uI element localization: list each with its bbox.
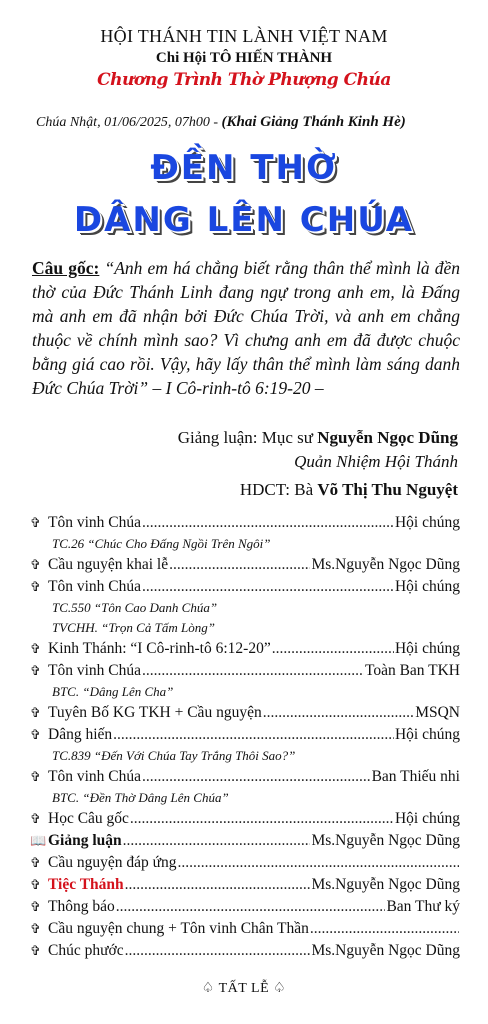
program-item <box>30 808 460 830</box>
program-item-name: Tôn vinh Chúa <box>48 662 141 679</box>
program-item-performer: Ms.Nguyễn Ngọc Dũng <box>311 556 460 573</box>
program-item-performer: Hội chúng <box>394 514 460 531</box>
dot-leader <box>310 918 459 940</box>
org-name: HỘI THÁNH TIN LÀNH VIỆT NAM <box>100 26 388 46</box>
cross-icon: ✞ <box>30 921 41 936</box>
program-item <box>30 766 460 788</box>
cross-icon: ✞ <box>30 705 41 720</box>
program-item <box>30 638 460 660</box>
program-item-name: Dâng hiến <box>48 726 113 743</box>
hdct-label: HDCT: Bà <box>239 480 318 499</box>
sermon-title-line2: DÂNG LÊN CHÚA <box>73 200 415 240</box>
program-item-name: Kinh Thánh: “I Cô-rinh-tô 6:12-20” <box>48 640 271 657</box>
program-item-performer: Ms.Nguyễn Ngọc Dũng <box>311 942 460 959</box>
cross-icon: ✞ <box>30 811 41 826</box>
dot-leader <box>142 660 364 682</box>
dot-leader <box>116 896 386 918</box>
cross-icon: ✞ <box>30 899 41 914</box>
program-item-song: BTC. “Dâng Lên Cha” <box>52 684 174 699</box>
dot-leader <box>142 512 394 534</box>
program-item-name: Tôn vinh Chúa <box>48 514 141 531</box>
cross-icon: ✞ <box>30 943 41 958</box>
program-item <box>30 940 460 962</box>
cross-icon: ✞ <box>30 727 41 742</box>
program-item <box>30 852 460 874</box>
dot-leader <box>263 702 415 724</box>
program-item <box>30 660 460 682</box>
program-item-performer: Hội chúng <box>394 640 460 657</box>
ending-line <box>0 980 488 997</box>
dot-leader <box>130 808 394 830</box>
program-list <box>30 512 460 962</box>
program-item <box>30 896 460 918</box>
ornament-left-icon: ♤ <box>201 981 219 996</box>
service-theme: (Khai Giảng Thánh Kinh Hè) <box>221 114 406 130</box>
program-item-song: TC.26 “Chúc Cho Đấng Ngồi Trên Ngôi” <box>52 536 271 551</box>
hdct-name: Võ Thị Thu Nguyệt <box>317 480 458 499</box>
ornament-right-icon: ♤ <box>269 981 287 996</box>
program-item-name: Tiệc Thánh <box>48 876 124 893</box>
cross-icon: ✞ <box>30 769 41 784</box>
program-item-performer: Hội chúng <box>394 810 460 827</box>
program-item <box>30 830 460 852</box>
cross-icon: ✞ <box>30 663 41 678</box>
program-item-performer: Toàn Ban TKH <box>364 662 460 679</box>
program-item-song: TVCHH. “Trọn Cả Tấm Lòng” <box>52 620 215 635</box>
verse-text: “Anh em há chẳng biết rằng thân thể mình là đền thờ của Đức Thánh Linh đang ngự trong anh em, là Đấng mà anh em đã nhận bởi Đức Chúa Trời, và anh em chẳng thuộc về chính mình sao? Vì chưng anh em đã được chuộc bằng giá cao rồi. Vậy, hãy lấy thân thể mình làm sáng danh Đức Chúa Trời” – I Cô-rinh-tô 6:19-20 – <box>32 258 460 398</box>
dot-leader <box>123 830 311 852</box>
program-item-performer: MSQN <box>415 704 460 721</box>
program-item-performer: Ban Thư ký <box>386 898 460 915</box>
cross-icon: ✞ <box>30 641 41 656</box>
dot-leader <box>125 874 311 896</box>
program-item-name: Tuyên Bố KG TKH + Cầu nguyện <box>48 704 262 721</box>
program-item-performer: Hội chúng <box>394 726 460 743</box>
dot-leader <box>142 766 371 788</box>
program-item <box>30 724 460 746</box>
program-item-performer: Hội chúng <box>394 578 460 595</box>
branch-name: Chi Hội TÔ HIẾN THÀNH <box>155 50 333 66</box>
program-item <box>30 576 460 598</box>
program-item-performer: Ms.Nguyễn Ngọc Dũng <box>311 876 460 893</box>
program-item-name: Học Câu gốc <box>48 810 129 827</box>
program-item-name: Chúc phước <box>48 942 124 959</box>
program-item-name: Tôn vinh Chúa <box>48 768 141 785</box>
program-item-name: Giảng luận <box>48 832 122 849</box>
sermon-title-line1: ĐỀN THỜ <box>150 148 338 188</box>
book-icon: 📖 <box>30 833 47 848</box>
ending-text: TẤT LỄ <box>218 981 270 996</box>
program-item <box>30 874 460 896</box>
dot-leader <box>125 940 311 962</box>
cross-icon: ✞ <box>30 557 41 572</box>
preacher-name: Nguyễn Ngọc Dũng <box>317 428 458 447</box>
program-heading: Chương Trình Thờ Phượng Chúa <box>97 70 391 90</box>
preacher-role: Quản Nhiệm Hội Thánh <box>294 452 458 471</box>
verse-label: Câu gốc: <box>32 258 100 278</box>
program-item-name: Thông báo <box>48 898 115 915</box>
program-item <box>30 918 460 940</box>
program-item <box>30 512 460 534</box>
program-item-name: Cầu nguyện đáp ứng <box>48 854 177 871</box>
cross-icon: ✞ <box>30 579 41 594</box>
date-line <box>36 114 406 131</box>
program-item-name: Cầu nguyện khai lễ <box>48 556 169 573</box>
dot-leader <box>113 724 394 746</box>
program-item-song: TC.839 “Đến Với Chúa Tay Trắng Thôi Sao?” <box>52 748 296 763</box>
dot-leader <box>272 638 394 660</box>
preacher-label: Giảng luận: Mục sư <box>177 428 318 447</box>
program-item-performer: Ms.Nguyễn Ngọc Dũng <box>311 832 460 849</box>
program-item-performer: Ban Thiếu nhi <box>371 768 460 785</box>
program-item-song: BTC. “Đền Thờ Dâng Lên Chúa” <box>52 790 229 805</box>
program-item-name: Tôn vinh Chúa <box>48 578 141 595</box>
memory-verse <box>32 256 460 400</box>
preacher-line <box>178 428 458 448</box>
cross-icon: ✞ <box>30 515 41 530</box>
cross-icon: ✞ <box>30 877 41 892</box>
program-item-song: TC.550 “Tôn Cao Danh Chúa” <box>52 600 218 615</box>
cross-icon: ✞ <box>30 855 41 870</box>
dot-leader <box>178 852 459 874</box>
dot-leader <box>142 576 394 598</box>
service-date: Chúa Nhật, 01/06/2025, 07h00 - <box>36 115 222 130</box>
program-item <box>30 702 460 724</box>
program-item <box>30 554 460 576</box>
hdct-line <box>240 480 458 500</box>
dot-leader <box>169 554 310 576</box>
program-item-name: Cầu nguyện chung + Tôn vinh Chân Thần <box>48 920 309 937</box>
